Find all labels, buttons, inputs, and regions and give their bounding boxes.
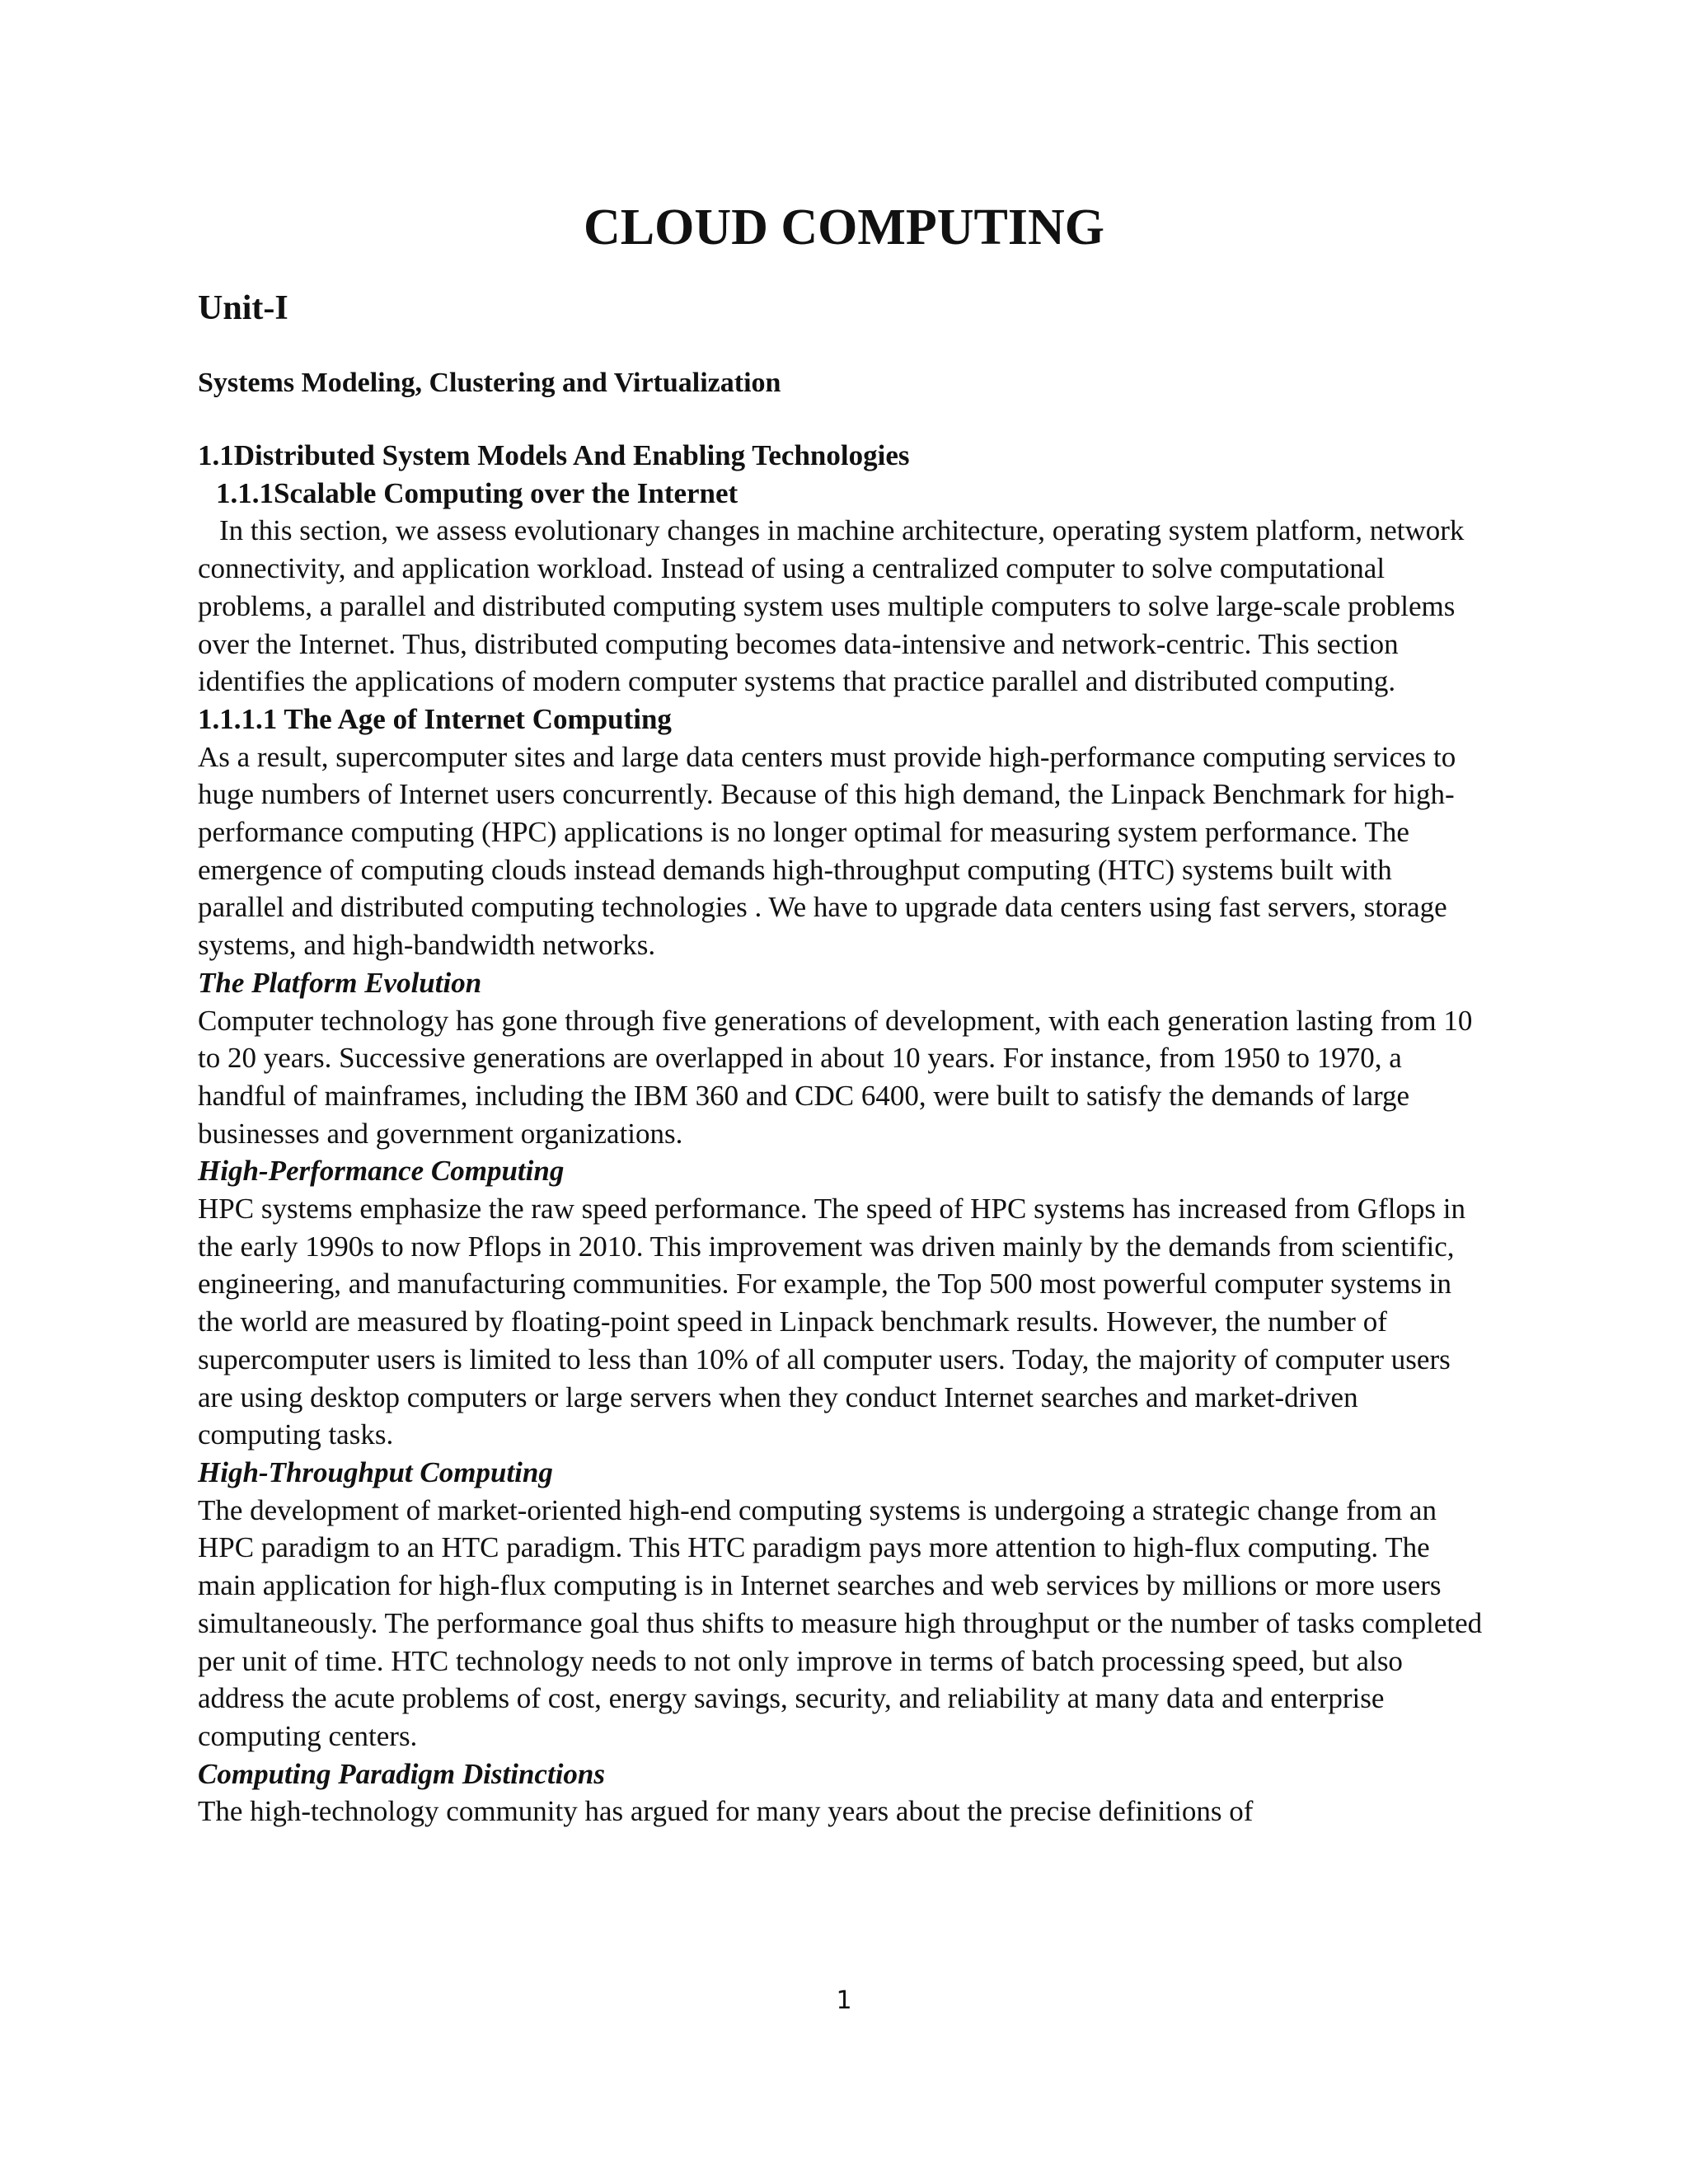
section-heading: 1.1Distributed System Models And Enabling Technologies bbox=[198, 439, 910, 471]
document-title: CLOUD COMPUTING bbox=[583, 199, 1105, 255]
htc-paragraph: The development of market-oriented high-end computing systems is undergoing a strategic change from an HPC paradigm to an HTC paradigm. This HTC paradigm pays more attention to high-flux computing. The main application for high-flux computing is in Internet searches and web services by millions or more users simultaneously. The performance goal thus shifts to measure high throughput or the number of tasks completed per unit of time. HTC technology needs to not only improve in terms of batch processing speed, but also address the acute problems of cost, energy savings, security, and reliability at many data and enterprise computing centers. bbox=[198, 1493, 1483, 1752]
document-body bbox=[198, 437, 1484, 1830]
intro-paragraph: In this section, we assess evolutionary changes in machine architecture, operating system platform, network connectivity, and application workload. Instead of using a centralized computer to solve computational problems, a parallel and distributed computing system uses multiple computers to solve large-scale problems over the Internet. Thus, distributed computing becomes data-intensive and network-centric. This section identifies the applications of modern computer systems that practice parallel and distributed computing. bbox=[198, 514, 1465, 698]
chapter-subtitle: Systems Modeling, Clustering and Virtualization bbox=[198, 368, 781, 398]
platform-evolution-paragraph: Computer technology has gone through five generations of development, with each generation lasting from 10 to 20 years. Successive generations are overlapped in about 10 years. For instance, from 1950 to 1970, a handful of mainframes, including the IBM 360 and CDC 6400, were built to satisfy the demands of large businesses and government organizations. bbox=[198, 1004, 1473, 1150]
heading-platform-evolution: The Platform Evolution bbox=[198, 966, 482, 999]
internet-computing-paragraph: As a result, supercomputer sites and large data centers must provide high-performance computing services to huge numbers of Internet users concurrently. Because of this high demand, the Linpack Benchmark for high-performance computing (HPC) applications is no longer optimal for measuring system performance. The emergence of computing clouds instead demands high-throughput computing (HTC) systems built with parallel and distributed computing technologies . We have to upgrade data centers using fast servers, storage systems, and high-bandwidth networks. bbox=[198, 740, 1456, 962]
heading-computing-paradigm-distinctions: Computing Paradigm Distinctions bbox=[198, 1757, 605, 1790]
unit-heading: Unit-I bbox=[198, 289, 288, 327]
hpc-paragraph: HPC systems emphasize the raw speed performance. The speed of HPC systems has increased from Gflops in the early 1990s to now Pflops in 2010. This improvement was driven mainly by the demands from scientific, engineering, and manufacturing communities. For example, the Top 500 most powerful computer systems in the world are measured by floating-point speed in Linpack benchmark results. However, the number of supercomputer users is limited to less than 10% of all computer users. Today, the majority of computer users are using desktop computers or large servers when they conduct Internet searches and market-driven computing tasks. bbox=[198, 1193, 1466, 1451]
page-number: 1 bbox=[836, 1986, 852, 2015]
paradigm-paragraph: The high-technology community has argued for many years about the precise definitions of bbox=[198, 1795, 1254, 1828]
heading-high-throughput-computing: High-Throughput Computing bbox=[198, 1455, 553, 1488]
topic-heading-internet-computing: 1.1.1.1 The Age of Internet Computing bbox=[198, 702, 672, 735]
subsection-heading: 1.1.1Scalable Computing over the Internet bbox=[216, 476, 738, 509]
heading-high-performance-computing: High-Performance Computing bbox=[198, 1155, 565, 1188]
